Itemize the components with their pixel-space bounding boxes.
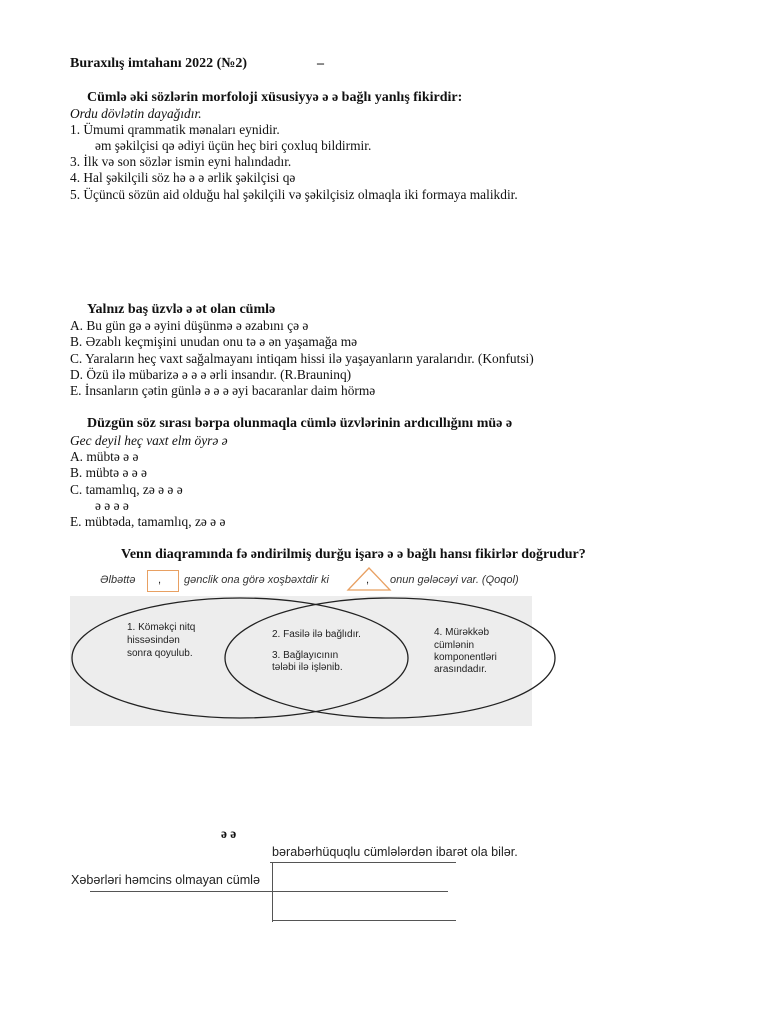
q5-row2-label: Xəbərləri həmcins olmayan cümlə bbox=[71, 873, 260, 887]
q1-option-1: 1. Ümumi qrammatik mənaları eynidir. bbox=[70, 122, 280, 137]
venn-mid-line-3: tələbi ilə işlənib. bbox=[272, 662, 343, 673]
q5-line-middle bbox=[90, 891, 448, 892]
venn-left-circle bbox=[72, 598, 408, 718]
q5-line-bottom bbox=[272, 920, 456, 921]
q1-option-2: əm şəkilçisi qə ədiyi üçün heç biri çoxluq bildirmir. bbox=[95, 138, 372, 153]
venn-right-line-3: komponentləri bbox=[434, 652, 497, 663]
venn-left-line-3: sonra qoyulub. bbox=[127, 648, 193, 659]
q1-option-5: 5. Üçüncü sözün aid olduğu hal şəkilçili və şəkilçisiz olmaqla iki formaya malikdir. bbox=[70, 187, 518, 202]
q3-option-a: A. mübtə ə ə bbox=[70, 449, 139, 464]
q5-line-top bbox=[270, 862, 456, 863]
venn-right-line-2: cümlənin bbox=[434, 640, 475, 651]
q2-option-c: C. Yaraların heç vaxt sağalmayanı intiqam hissi ilə yaşayanların yaralarıdır. (Konfutsi) bbox=[70, 351, 534, 366]
exam-title: Buraxılış imtahanı 2022 (№2) bbox=[70, 56, 248, 71]
venn-mid-line-1: 2. Fasilə ilə bağlıdır. bbox=[272, 629, 361, 640]
q3-option-c: C. tamamlıq, zə ə ə ə bbox=[70, 482, 183, 497]
venn-right-line-4: arasındadır. bbox=[434, 664, 487, 675]
q3-option-e: E. mübtəda, tamamlıq, zə ə ə bbox=[70, 514, 226, 529]
q2-question: Yalnız baş üzvlə ə ət olan cümlə bbox=[87, 302, 276, 317]
title-dash: – bbox=[317, 56, 324, 71]
q1-option-4: 4. Hal şəkilçili söz hə ə ə ərlik şəkilçisi qə bbox=[70, 170, 296, 185]
venn-comma-left: , bbox=[158, 574, 162, 586]
venn-comma-box-left bbox=[147, 570, 179, 592]
q2-option-b: B. Əzablı keçmişini unudan onu tə ə ən yaşamağa mə bbox=[70, 334, 358, 349]
venn-mid-line-2: 3. Bağlayıcının bbox=[272, 650, 339, 661]
venn-right-line-1: 4. Mürəkkəb bbox=[434, 627, 490, 638]
q5-header-fragment: ə ə bbox=[221, 826, 237, 841]
q5-row1-text: bərabərhüquqlu cümlələrdən ibarət ola bilər. bbox=[272, 845, 518, 859]
q2-option-e: E. İnsanların çətin günlə ə ə ə əyi bacaranlar daim hörmə bbox=[70, 383, 376, 398]
venn-comma-right: , bbox=[366, 574, 370, 586]
q5-line-vertical bbox=[272, 862, 273, 922]
q3-option-b: B. mübtə ə ə ə bbox=[70, 465, 147, 480]
q3-sentence: Gec deyil heç vaxt elm öyrə ə bbox=[70, 433, 228, 448]
q1-option-3: 3. İlk və son sözlər ismin eyni halındadır. bbox=[70, 154, 292, 169]
q3-option-d: ə ə ə ə bbox=[95, 498, 129, 513]
q2-option-a: A. Bu gün gə ə əyini düşünmə ə əzabını çə ə bbox=[70, 318, 309, 333]
venn-left-line-1: 1. Köməkçi nitq bbox=[127, 622, 196, 633]
q2-option-d: D. Özü ilə mübarizə ə ə ə ərli insandır. (R.Brauninq) bbox=[70, 367, 352, 382]
q1-question: Cümlə əki sözlərin morfoloji xüsusiyyə ə ə bağlı yanlış fikirdir: bbox=[87, 90, 463, 105]
venn-sample-word-1: Əlbəttə bbox=[100, 574, 136, 586]
q3-question: Düzgün söz sırası bərpa olunmaqla cümlə üzvlərinin ardıcıllığını müə ə bbox=[87, 416, 513, 431]
q1-sentence: Ordu dövlətin dayağıdır. bbox=[70, 106, 202, 121]
q4-question: Venn diaqramında fə əndirilmiş durğu işarə ə ə bağlı hansı fikirlər doğrudur? bbox=[121, 547, 586, 562]
venn-sample-word-3: onun gələcəyi var. (Qoqol) bbox=[390, 574, 519, 586]
venn-left-line-2: hissəsindən bbox=[127, 635, 180, 646]
venn-sample-word-2: gənclik ona görə xoşbəxtdir ki bbox=[184, 574, 329, 586]
